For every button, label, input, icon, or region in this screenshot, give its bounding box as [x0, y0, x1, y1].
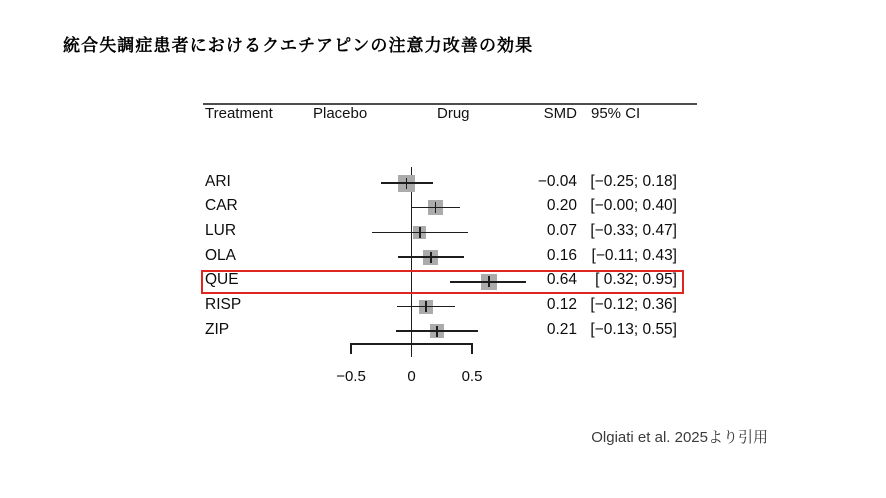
point-tick-ZIP: [436, 326, 438, 337]
x-axis-tick-0: [350, 343, 352, 354]
column-header-ci: 95% CI: [591, 105, 641, 122]
citation: Olgiati et al. 2025より引用: [591, 429, 768, 446]
ci-value-RISP: [−0.12; 0.36]: [590, 296, 677, 313]
point-tick-QUE: [488, 276, 490, 287]
point-tick-ARI: [406, 178, 408, 189]
smd-value-OLA: 0.16: [546, 246, 577, 264]
ci-value-QUE: [ 0.32; 0.95]: [595, 271, 677, 289]
column-header-placebo: Placebo: [313, 105, 368, 122]
smd-value-RISP: 0.12: [546, 296, 577, 313]
point-tick-CAR: [435, 202, 437, 213]
ci-value-LUR: [−0.33; 0.47]: [590, 221, 677, 239]
smd-value-QUE: 0.64: [546, 271, 577, 289]
x-axis-tick-1: [411, 343, 413, 354]
smd-value-LUR: 0.07: [546, 221, 577, 239]
page-title: 統合失調症患者におけるクエチアピンの注意力改善の効果: [63, 36, 534, 55]
row-label-ZIP: ZIP: [205, 320, 230, 338]
ci-value-ZIP: [−0.13; 0.55]: [590, 320, 677, 338]
smd-value-CAR: 0.20: [546, 197, 577, 215]
row-label-QUE: QUE: [205, 271, 239, 289]
point-tick-RISP: [425, 301, 427, 312]
smd-value-ZIP: 0.21: [546, 320, 577, 338]
column-header-smd: SMD: [543, 105, 577, 122]
point-tick-OLA: [430, 252, 432, 263]
column-header-treatment: Treatment: [205, 105, 273, 122]
x-axis-tick-label-0: −0.5: [336, 368, 366, 385]
row-label-LUR: LUR: [205, 221, 237, 239]
x-axis-tick-label-1: 0: [407, 368, 416, 385]
x-axis-tick-label-2: 0.5: [461, 368, 483, 385]
row-label-ARI: ARI: [205, 172, 231, 190]
row-label-CAR: CAR: [205, 197, 238, 215]
ci-value-CAR: [−0.00; 0.40]: [590, 197, 677, 215]
point-tick-LUR: [419, 227, 421, 238]
row-label-OLA: OLA: [205, 246, 237, 264]
ci-value-ARI: [−0.25; 0.18]: [590, 172, 677, 190]
zero-line: [411, 167, 413, 357]
column-header-drug: Drug: [437, 105, 470, 122]
x-axis-tick-2: [471, 343, 473, 354]
ci-value-OLA: [−0.11; 0.43]: [591, 246, 677, 264]
smd-value-ARI: −0.04: [537, 172, 577, 190]
row-label-RISP: RISP: [205, 296, 242, 313]
